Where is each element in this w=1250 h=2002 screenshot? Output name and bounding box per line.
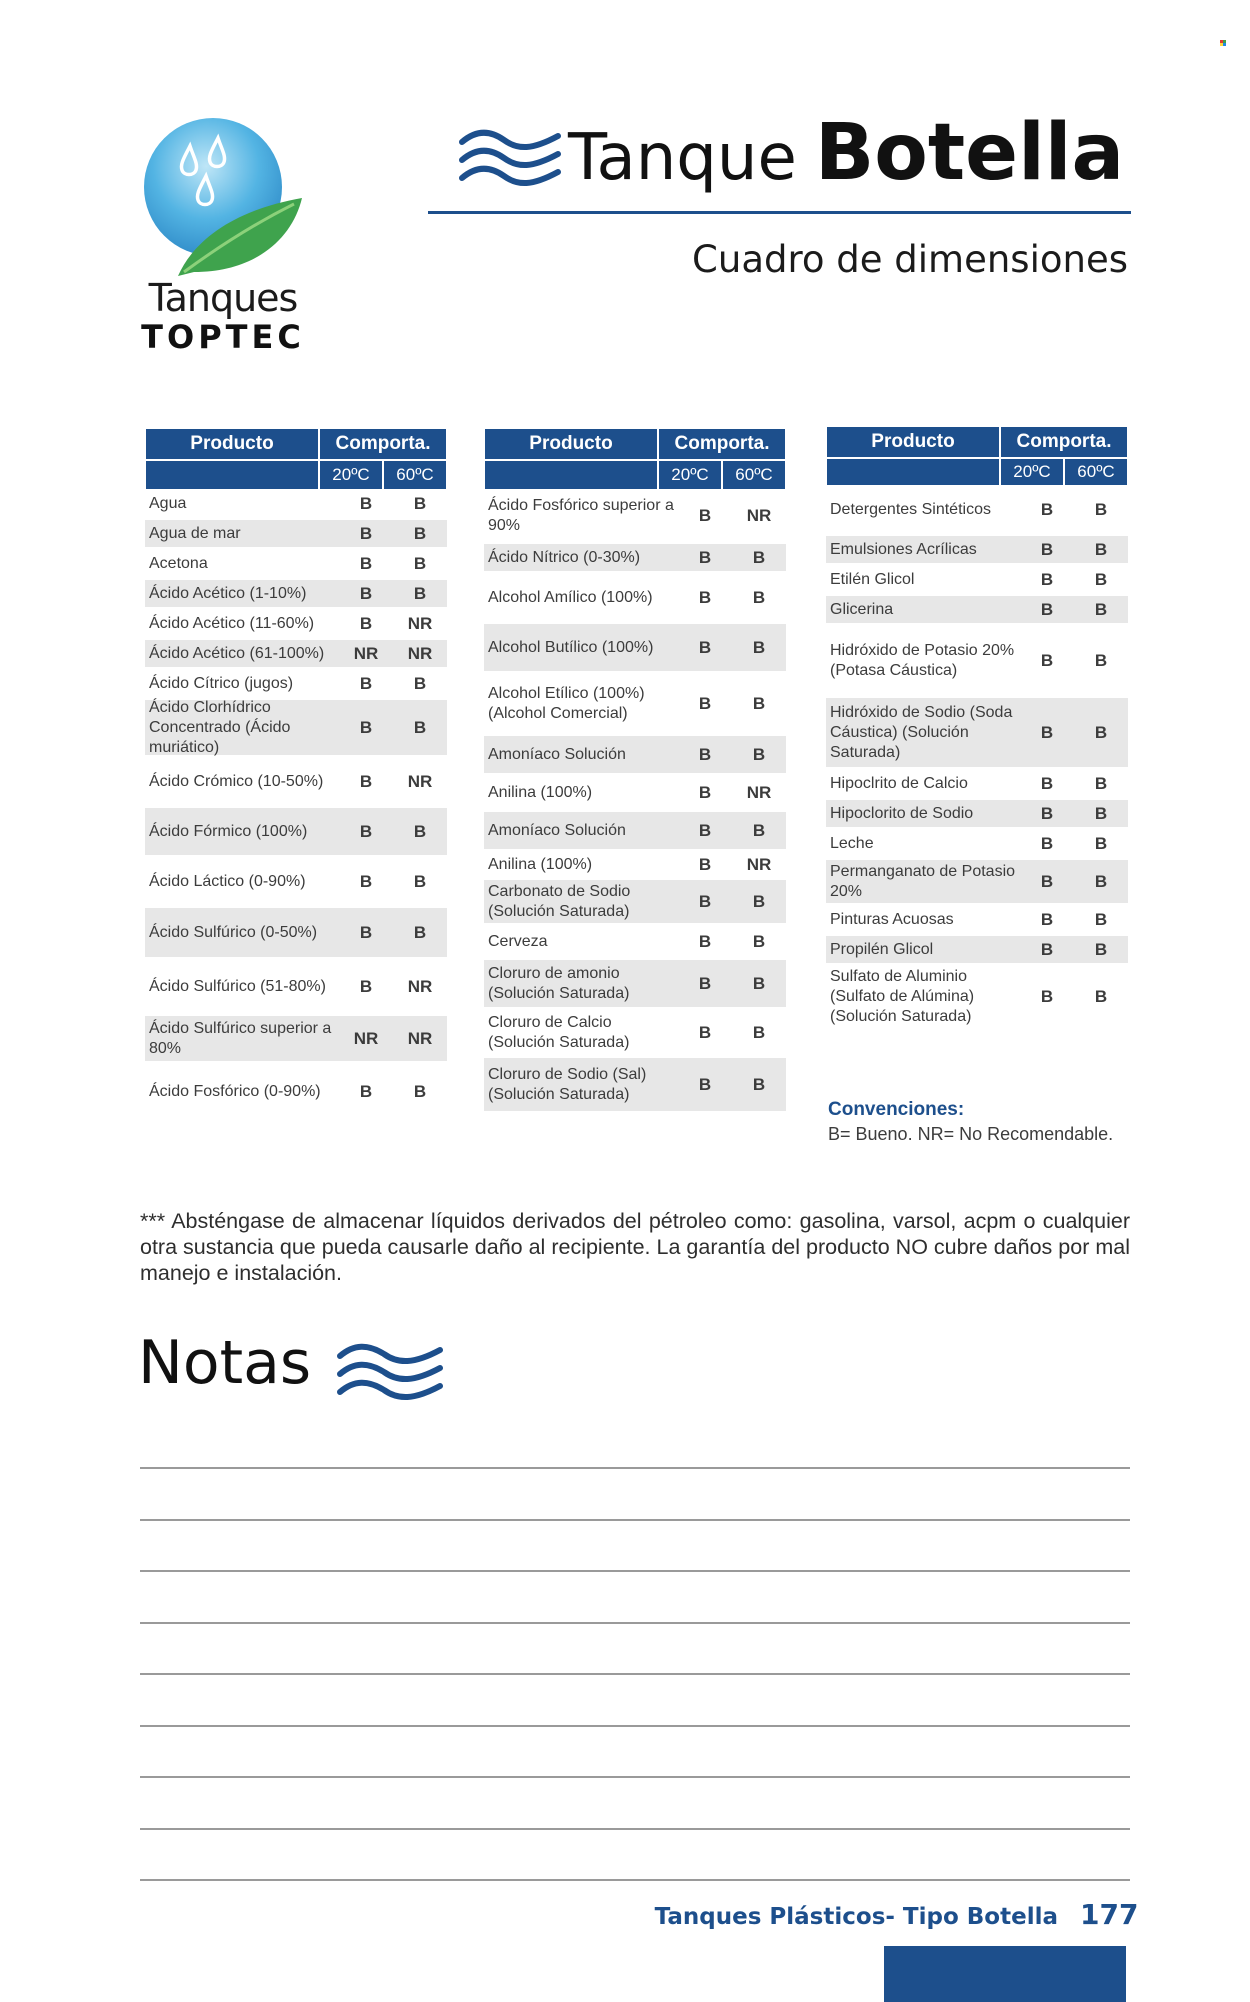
rating-60c: B <box>1094 539 1108 559</box>
compatibility-table-2 <box>484 428 786 1114</box>
note-line <box>140 1725 1130 1727</box>
table-row <box>145 580 447 610</box>
table-row <box>484 736 786 776</box>
brand-name-line2: TOPTEC <box>141 318 305 356</box>
page-subtitle: Cuadro de dimensiones <box>692 238 1128 281</box>
rating-20c: B <box>698 637 712 657</box>
rating-20c: B <box>1040 833 1054 853</box>
rating-20c: B <box>359 553 373 573</box>
rating-60c: B <box>1094 773 1108 793</box>
rating-60c: B <box>752 1022 766 1042</box>
rating-60c: B <box>413 717 427 737</box>
title-part2: Botella <box>814 108 1125 198</box>
brand-logo <box>138 118 308 358</box>
product-name: Agua de mar <box>149 524 241 542</box>
rating-60c: B <box>752 587 766 607</box>
footer-title: Tanques Plásticos- Tipo Botella <box>654 1904 1058 1930</box>
table-row <box>484 852 786 880</box>
rating-60c: B <box>1094 569 1108 589</box>
product-name: Pinturas Acuosas <box>830 910 954 928</box>
table-row <box>826 596 1128 626</box>
table-row <box>826 860 1128 906</box>
brand-name-line1: Tanques <box>148 276 298 320</box>
rating-60c: NR <box>407 771 433 791</box>
rating-20c: B <box>359 771 373 791</box>
note-line <box>140 1828 1130 1830</box>
product-name: Ácido Sulfúrico (51-80%) <box>149 977 326 995</box>
rating-20c: B <box>359 673 373 693</box>
rating-20c: B <box>359 1081 373 1101</box>
rating-20c: B <box>359 583 373 603</box>
rating-20c: B <box>359 976 373 996</box>
header-product: Producto <box>484 428 658 460</box>
table-row <box>826 536 1128 566</box>
table-row <box>484 624 786 674</box>
notes-title: Notas <box>138 1328 312 1398</box>
product-name: Permanganato de Potasio 20% <box>830 862 1016 900</box>
table-row <box>484 490 786 544</box>
rating-60c: B <box>752 820 766 840</box>
rating-60c: B <box>1094 499 1108 519</box>
rating-60c: B <box>752 1074 766 1094</box>
header-60c: 60ºC <box>383 460 447 490</box>
product-name: Hipoclrito de Calcio <box>830 774 968 792</box>
table-row <box>826 800 1128 830</box>
rating-60c: B <box>1094 599 1108 619</box>
product-name: Ácido Fosfórico (0-90%) <box>149 1082 321 1100</box>
rating-20c: NR <box>353 1028 379 1048</box>
rating-20c: B <box>1040 722 1054 742</box>
note-line <box>140 1519 1130 1521</box>
product-name: Carbonato de Sodio (Solución Saturada) <box>488 882 631 920</box>
product-name: Hidróxido de Sodio (Soda Cáustica) (Solución Saturada) <box>830 703 1013 761</box>
rating-60c: NR <box>746 505 772 525</box>
note-line <box>140 1467 1130 1469</box>
rating-20c: B <box>698 693 712 713</box>
rating-20c: B <box>359 613 373 633</box>
table-row <box>484 776 786 812</box>
product-name: Amoníaco Solución <box>488 821 626 839</box>
conventions-text: B= Bueno. NR= No Recomendable. <box>828 1124 1114 1144</box>
product-name: Alcohol Etílico (100%) (Alcohol Comercial) <box>488 684 645 722</box>
product-name: Ácido Sulfúrico superior a 80% <box>149 1019 332 1057</box>
subheader-blank <box>145 460 319 490</box>
product-name: Ácido Láctico (0-90%) <box>149 872 306 890</box>
rating-20c: B <box>698 547 712 567</box>
table-row <box>484 674 786 736</box>
table-row <box>145 490 447 520</box>
rating-20c: B <box>698 587 712 607</box>
subheader-blank <box>826 458 1000 486</box>
table-row <box>484 960 786 1010</box>
header-product: Producto <box>826 426 1000 458</box>
footer-bar <box>884 1946 1126 2002</box>
rating-60c: B <box>1094 650 1108 670</box>
table-row <box>145 808 447 858</box>
table-row <box>484 544 786 574</box>
rating-60c: B <box>413 553 427 573</box>
product-name: Alcohol Butílico (100%) <box>488 638 654 656</box>
table-row <box>484 1010 786 1058</box>
rating-60c: B <box>1094 803 1108 823</box>
rating-20c: B <box>1040 803 1054 823</box>
rating-20c: B <box>1040 939 1054 959</box>
table-row <box>484 574 786 624</box>
product-name: Agua <box>149 494 187 512</box>
rating-60c: B <box>1094 722 1108 742</box>
rating-60c: NR <box>746 782 772 802</box>
note-line <box>140 1622 1130 1624</box>
header-20c: 20ºC <box>658 460 722 490</box>
table-header <box>484 428 786 460</box>
rating-20c: B <box>1040 539 1054 559</box>
rating-60c: B <box>413 493 427 513</box>
product-name: Ácido Crómico (10-50%) <box>149 772 324 790</box>
table-row <box>145 758 447 808</box>
product-name: Ácido Acético (61-100%) <box>149 644 325 662</box>
conventions-title: Convenciones: <box>828 1099 965 1120</box>
header-60c: 60ºC <box>1064 458 1128 486</box>
rating-20c: B <box>698 1074 712 1094</box>
rating-60c: B <box>752 973 766 993</box>
rating-20c: B <box>1040 650 1054 670</box>
table-row <box>145 520 447 550</box>
title-divider <box>428 211 1131 214</box>
table-row <box>484 1058 786 1114</box>
product-name: Cloruro de Calcio (Solución Saturada) <box>488 1013 630 1051</box>
table-row <box>826 906 1128 936</box>
rating-20c: B <box>359 922 373 942</box>
product-name: Hidróxido de Potasio 20% (Potasa Cáustica) <box>830 641 1015 679</box>
product-name: Ácido Sulfúrico (0-50%) <box>149 923 318 941</box>
rating-60c: B <box>752 931 766 951</box>
product-name: Sulfato de Aluminio (Sulfato de Alúmina) (Solución Saturada) <box>830 967 975 1025</box>
leaf-icon <box>174 180 304 280</box>
table-row <box>145 908 447 960</box>
rating-60c: B <box>413 871 427 891</box>
waves-icon <box>458 128 562 194</box>
table-row <box>484 926 786 960</box>
rating-20c: B <box>1040 569 1054 589</box>
title-part1: Tanque <box>568 121 797 195</box>
header-product: Producto <box>145 428 319 460</box>
waves-icon <box>336 1342 444 1408</box>
rating-20c: B <box>359 717 373 737</box>
rating-60c: NR <box>746 854 772 874</box>
table-row <box>826 830 1128 860</box>
rating-60c: NR <box>407 976 433 996</box>
rating-20c: B <box>359 871 373 891</box>
rating-20c: B <box>698 891 712 911</box>
compatibility-table-1 <box>145 428 447 1122</box>
warning-note: *** Absténgase de almacenar líquidos derivados del pétroleo como: gasolina, varsol, acpm o cualquier otra sustancia que pueda causarle daño al recipiente. La garantía del producto NO cubre daños por mal manejo e instalación. <box>140 1209 1130 1285</box>
rating-60c: B <box>752 891 766 911</box>
table-row <box>826 698 1128 770</box>
rating-60c: B <box>413 821 427 841</box>
header-60c: 60ºC <box>722 460 786 490</box>
corner-color-mark <box>1220 40 1226 46</box>
table-row <box>826 566 1128 596</box>
product-name: Glicerina <box>830 600 894 618</box>
rating-20c: B <box>698 931 712 951</box>
table-row <box>484 880 786 926</box>
header-behavior: Comporta. <box>658 428 786 460</box>
rating-60c: B <box>1094 909 1108 929</box>
header-20c: 20ºC <box>319 460 383 490</box>
table-subheader <box>826 458 1128 486</box>
compatibility-table-3 <box>826 426 1128 1030</box>
rating-60c: B <box>413 922 427 942</box>
rating-20c: NR <box>353 643 379 663</box>
product-name: Ácido Cítrico (jugos) <box>149 674 294 692</box>
product-name: Hipoclorito de Sodio <box>830 804 974 822</box>
rating-20c: B <box>1040 599 1054 619</box>
note-line <box>140 1673 1130 1675</box>
product-name: Alcohol Amílico (100%) <box>488 588 653 606</box>
note-line <box>140 1879 1130 1881</box>
rating-20c: B <box>698 505 712 525</box>
product-name: Leche <box>830 834 874 852</box>
rating-60c: NR <box>407 643 433 663</box>
header-20c: 20ºC <box>1000 458 1064 486</box>
rating-20c: B <box>359 493 373 513</box>
table-row <box>145 550 447 580</box>
rating-60c: NR <box>407 613 433 633</box>
rating-20c: B <box>1040 986 1054 1006</box>
table-row <box>145 640 447 670</box>
rating-60c: B <box>752 637 766 657</box>
product-name: Ácido Clorhídrico Concentrado (Ácido muriático) <box>149 698 291 756</box>
table-row <box>826 486 1128 536</box>
rating-20c: B <box>698 744 712 764</box>
product-name: Detergentes Sintéticos <box>830 500 991 518</box>
rating-20c: B <box>698 973 712 993</box>
product-name: Ácido Fosfórico superior a 90% <box>488 496 674 534</box>
product-name: Ácido Nítrico (0-30%) <box>488 548 641 566</box>
table-header <box>145 428 447 460</box>
rating-20c: B <box>1040 909 1054 929</box>
rating-20c: B <box>359 523 373 543</box>
product-name: Cloruro de Sodio (Sal) (Solución Saturada) <box>488 1065 647 1103</box>
rating-60c: B <box>752 547 766 567</box>
page-title <box>568 108 1124 198</box>
rating-20c: B <box>698 820 712 840</box>
product-name: Emulsiones Acrílicas <box>830 540 977 558</box>
rating-60c: B <box>1094 833 1108 853</box>
product-name: Etilén Glicol <box>830 570 915 588</box>
product-name: Propilén Glicol <box>830 940 934 958</box>
product-name: Ácido Acético (11-60%) <box>149 614 315 632</box>
rating-20c: B <box>1040 871 1054 891</box>
rating-60c: B <box>413 583 427 603</box>
table-row <box>145 858 447 908</box>
table-row <box>826 626 1128 698</box>
rating-20c: B <box>698 854 712 874</box>
rating-20c: B <box>1040 773 1054 793</box>
rating-20c: B <box>698 782 712 802</box>
note-line <box>140 1570 1130 1572</box>
rating-60c: B <box>1094 986 1108 1006</box>
table-row <box>145 960 447 1016</box>
header-behavior: Comporta. <box>319 428 447 460</box>
rating-60c: B <box>752 693 766 713</box>
table-subheader <box>484 460 786 490</box>
product-name: Anilina (100%) <box>488 783 593 801</box>
product-name: Cerveza <box>488 932 548 950</box>
table-row <box>826 936 1128 966</box>
subheader-blank <box>484 460 658 490</box>
table-row <box>145 670 447 700</box>
table-row <box>826 770 1128 800</box>
product-name: Amoníaco Solución <box>488 745 626 763</box>
rating-60c: NR <box>407 1028 433 1048</box>
table-row <box>145 700 447 758</box>
note-line <box>140 1776 1130 1778</box>
product-name: Acetona <box>149 554 208 572</box>
product-name: Anilina (100%) <box>488 855 593 873</box>
rating-60c: B <box>752 744 766 764</box>
rating-60c: B <box>413 673 427 693</box>
table-row <box>145 1064 447 1122</box>
product-name: Ácido Acético (1-10%) <box>149 584 307 602</box>
table-subheader <box>145 460 447 490</box>
rating-60c: B <box>1094 939 1108 959</box>
rating-20c: B <box>1040 499 1054 519</box>
table-row <box>145 610 447 640</box>
table-row <box>826 966 1128 1030</box>
product-name: Cloruro de amonio (Solución Saturada) <box>488 964 630 1002</box>
rating-20c: B <box>698 1022 712 1042</box>
table-row <box>484 812 786 852</box>
rating-60c: B <box>413 523 427 543</box>
table-header <box>826 426 1128 458</box>
rating-20c: B <box>359 821 373 841</box>
page-number: 177 <box>1080 1898 1139 1931</box>
rating-60c: B <box>413 1081 427 1101</box>
header-behavior: Comporta. <box>1000 426 1128 458</box>
table-row <box>145 1016 447 1064</box>
rating-60c: B <box>1094 871 1108 891</box>
product-name: Ácido Fórmico (100%) <box>149 822 308 840</box>
